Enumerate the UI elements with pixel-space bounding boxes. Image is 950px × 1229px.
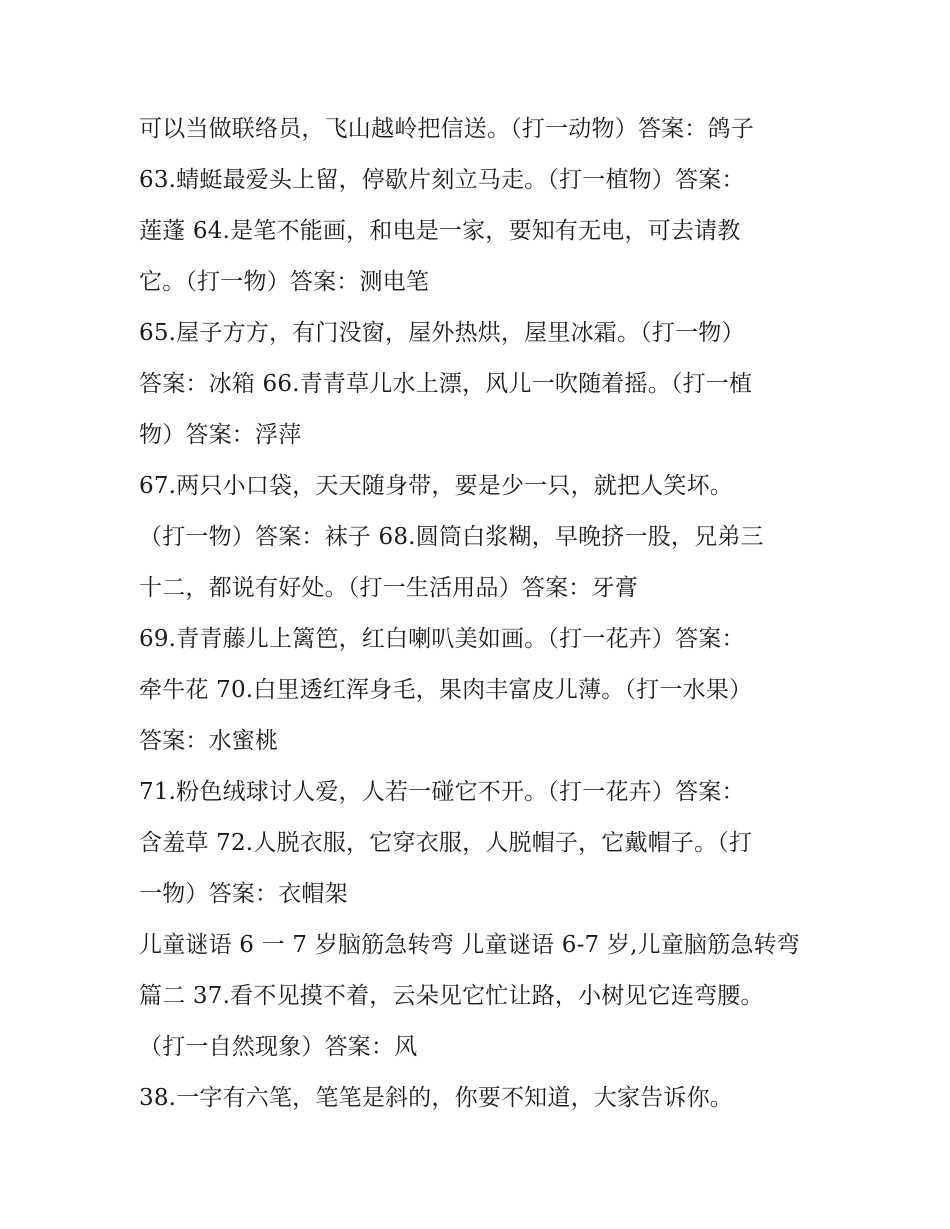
text-line: 38.一字有六笔，笔笔是斜的，你要不知道，大家告诉你。 <box>139 1085 733 1111</box>
text-line: 答案：冰箱 66.青青草儿水上漂，风儿一吹随着摇。（打一植 <box>139 371 753 397</box>
text-line: （打一自然现象）答案：风 <box>139 1034 418 1060</box>
text-line: 莲蓬 64.是笔不能画，和电是一家，要知有无电，可去请教 <box>139 218 741 244</box>
text-line: 它。（打一物）答案：测电笔 <box>139 269 430 295</box>
text-line: 答案：水蜜桃 <box>139 728 279 754</box>
text-line: 65.屋子方方，有门没窗，屋外热烘，屋里冰霜。（打一物） <box>139 320 745 346</box>
text-line: 含羞草 72.人脱衣服，它穿衣服，人脱帽子，它戴帽子。（打 <box>139 830 753 856</box>
text-line: 篇二 37.看不见摸不着，云朵见它忙让路，小树见它连弯腰。 <box>139 983 764 1009</box>
text-line: 69.青青藤儿上篱笆，红白喇叭美如画。（打一花卉）答案： <box>139 626 745 652</box>
document-body <box>139 104 829 1124</box>
text-line: 十二，都说有好处。（打一生活用品）答案：牙膏 <box>139 575 638 601</box>
text-line: 71.粉色绒球讨人爱，人若一碰它不开。（打一花卉）答案： <box>139 779 745 805</box>
text-line: 物）答案：浮萍 <box>139 422 302 448</box>
text-line: 67.两只小口袋，天天随身带，要是少一只，就把人笑坏。 <box>139 473 733 499</box>
text-line: 儿童谜语 6 一 7 岁脑筋急转弯 儿童谜语 6-7 岁,儿童脑筋急转弯 <box>139 932 800 958</box>
text-line: 牵牛花 70.白里透红浑身毛，果肉丰富皮儿薄。（打一水果） <box>139 677 753 703</box>
text-line: （打一物）答案：袜子 68.圆筒白浆糊，早晚挤一股，兄弟三 <box>139 524 764 550</box>
text-line: 可以当做联络员，飞山越岭把信送。（打一动物）答案：鸽子 <box>139 116 754 142</box>
text-line: 63.蜻蜓最爱头上留，停歇片刻立马走。（打一植物）答案： <box>139 167 745 193</box>
text-line: 一物）答案：衣帽架 <box>139 881 348 907</box>
